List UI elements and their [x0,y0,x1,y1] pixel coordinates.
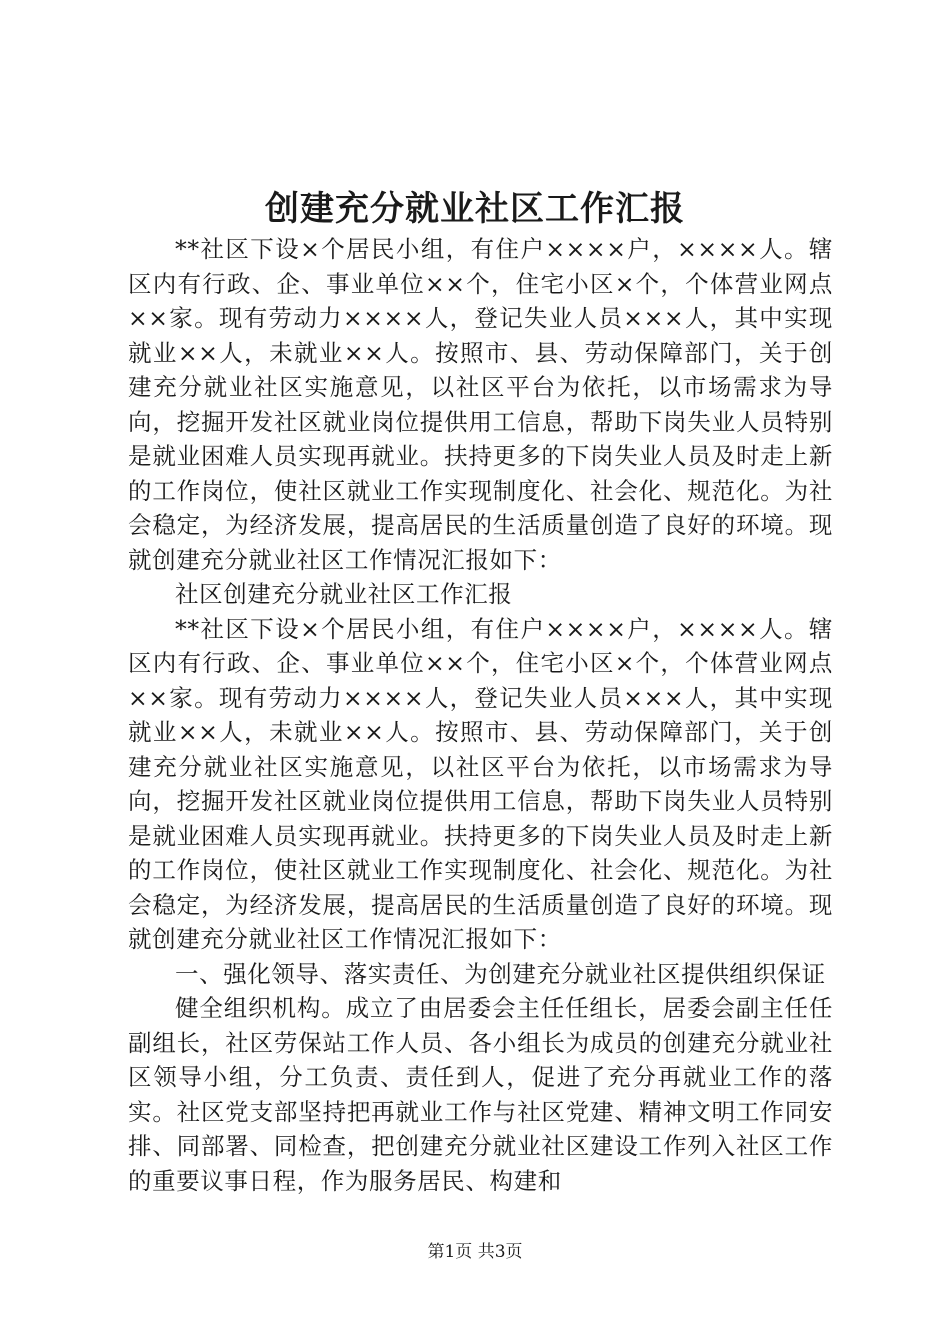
document-title: 创建充分就业社区工作汇报 [265,189,685,229]
paragraph-intro-repeat: **社区下设×个居民小组，有住户××××户，××××人。辖区内有行政、企、事业单位××个，住宅小区×个，个体营业网点××家。现有劳动力××××人，登记失业人员×××人，其中实现就业××人，未就业××人。按照市、县、劳动保障部门，关于创建充分就业社区实施意见，以社区平台为依托，以市场需求为导向，挖掘开发社区就业岗位提供用工信息，帮助下岗失业人员特别是就业困难人员实现再就业。扶持更多的下岗失业人员及时走上新的工作岗位，使社区就业工作实现制度化、社会化、规范化。为社会稳定，为经济发展，提高居民的生活质量创造了良好的环境。现就创建充分就业社区工作情况汇报如下： [128,614,833,953]
paragraph-organization: 健全组织机构。成立了由居委会主任任组长，居委会副主任任副组长，社区劳保站工作人员、各小组长为成员的创建充分就业社区领导小组，分工负责、责任到人，促进了充分再就业工作的落实。社区党支部坚持把再就业工作与社区党建、精神文明工作同安排、同部署、同检查，把创建充分就业社区建设工作列入社区工作的重要议事日程，作为服务居民、构建和 [128,994,833,1195]
paragraph-subtitle: 社区创建充分就业社区工作汇报 [175,580,513,608]
page-footer: 第1页 共3页 [427,1242,523,1262]
section-heading-1: 一、强化领导、落实责任、为创建充分就业社区提供组织保证 [175,959,826,988]
paragraph-intro: **社区下设×个居民小组，有住户××××户，××××人。辖区内有行政、企、事业单位××个，住宅小区×个，个体营业网点××家。现有劳动力××××人，登记失业人员×××人，其中实现就业××人，未就业××人。按照市、县、劳动保障部门，关于创建充分就业社区实施意见，以社区平台为依托，以市场需求为导向，挖掘开发社区就业岗位提供用工信息，帮助下岗失业人员特别是就业困难人员实现再就业。扶持更多的下岗失业人员及时走上新的工作岗位，使社区就业工作实现制度化、社会化、规范化。为社会稳定，为经济发展，提高居民的生活质量创造了良好的环境。现就创建充分就业社区工作情况汇报如下： [128,235,833,574]
document-body [128,232,833,1198]
